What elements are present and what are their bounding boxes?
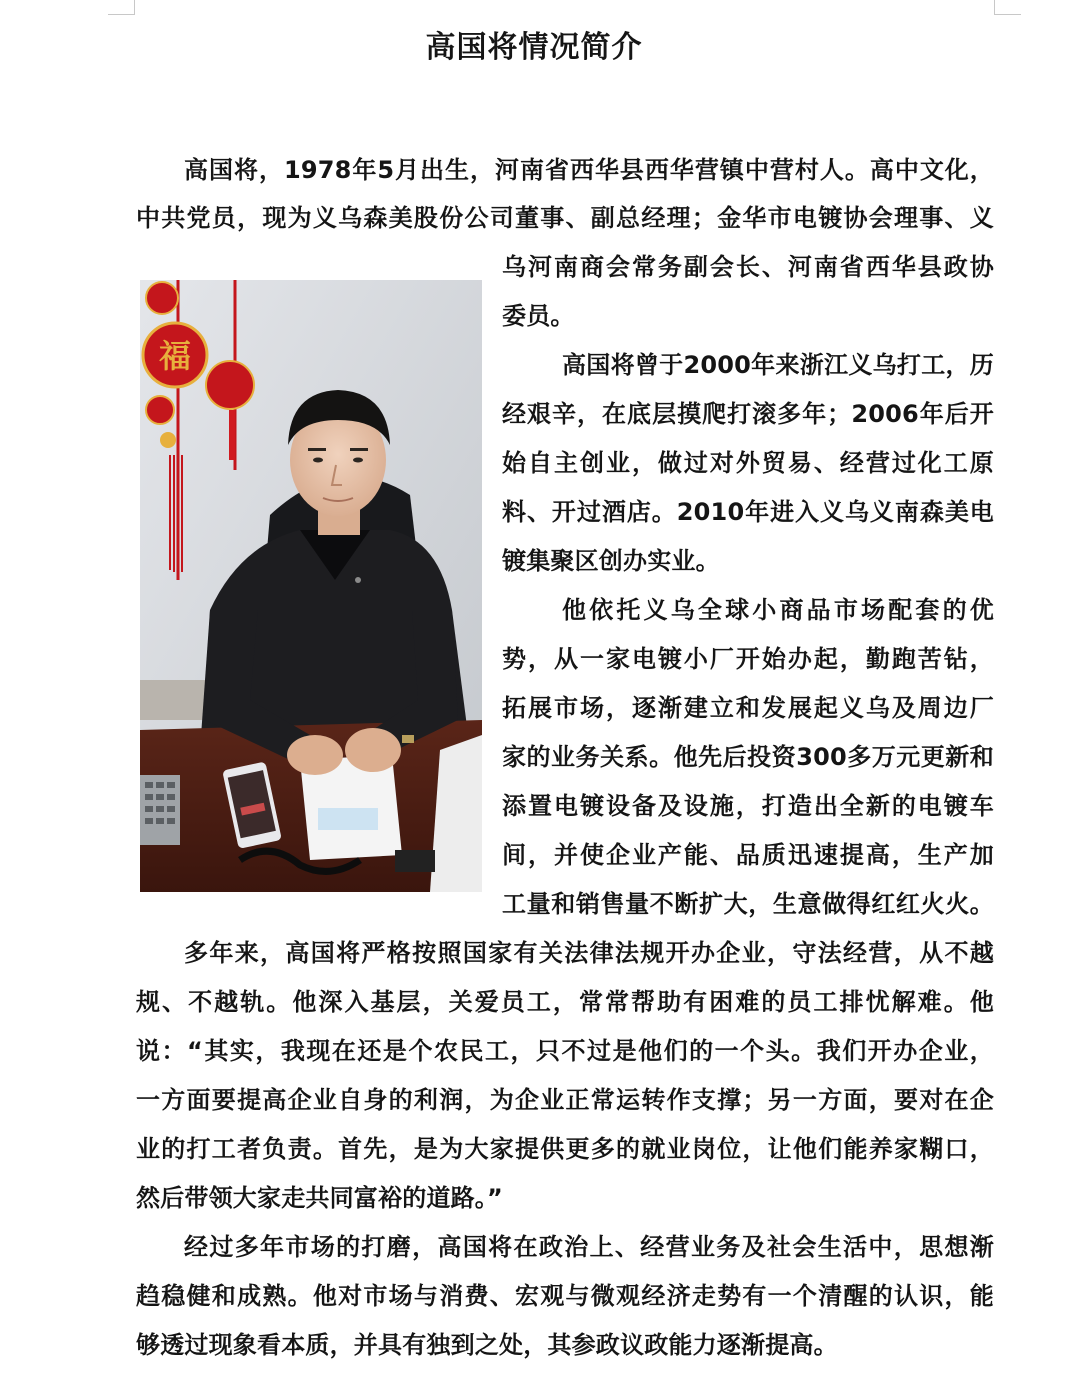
paragraph-line: 经过多年市场的打磨，高国将在政治上、经营业务及社会生活中，思想渐 — [184, 1233, 994, 1261]
paragraph-line: 家的业务关系。他先后投资300多万元更新和 — [502, 743, 994, 771]
portrait-photo — [140, 280, 482, 892]
paragraph-line: 料、开过酒店。2010年进入义乌义南森美电 — [502, 498, 994, 526]
paragraph-line: 镀集聚区创办实业。 — [502, 547, 720, 575]
paragraph-line: 高国将曾于2000年来浙江义乌打工，历 — [562, 351, 994, 379]
page-crop-mark-right — [994, 0, 1021, 15]
paragraph-line: 多年来，高国将严格按照国家有关法律法规开办企业，守法经营，从不越 — [184, 939, 994, 967]
paragraph-line: 够透过现象看本质，并具有独到之处，其参政议政能力逐渐提高。 — [136, 1331, 838, 1359]
portrait-photo-illustration — [140, 280, 482, 892]
paragraph-line: 间，并使企业产能、品质迅速提高，生产加 — [502, 841, 994, 869]
paragraph-line: 他依托义乌全球小商品市场配套的优 — [562, 596, 994, 624]
fu-character: 福 — [158, 337, 192, 375]
paragraph-line: 拓展市场，逐渐建立和发展起义乌及周边厂 — [502, 694, 994, 722]
paragraph-line: 一方面要提高企业自身的利润，为企业正常运转作支撑；另一方面，要对在企 — [136, 1086, 994, 1114]
paragraph-line: 添置电镀设备及设施，打造出全新的电镀车 — [502, 792, 994, 820]
document-title: 高国将情况简介 — [425, 30, 643, 65]
paragraph-line: 趋稳健和成熟。他对市场与消费、宏观与微观经济走势有一个清醒的认识，能 — [136, 1282, 994, 1310]
paragraph-line: 说：“其实，我现在还是个农民工，只不过是他们的一个头。我们开办企业， — [136, 1037, 994, 1065]
paragraph-line: 势，从一家电镀小厂开始办起，勤跑苦钻， — [502, 645, 994, 673]
paragraph-line: 乌河南商会常务副会长、河南省西华县政协 — [502, 253, 994, 281]
paragraph-line: 工量和销售量不断扩大，生意做得红红火火。 — [502, 890, 994, 918]
paragraph-line: 经艰辛，在底层摸爬打滚多年；2006年后开 — [502, 400, 994, 428]
page-crop-mark-left — [108, 0, 135, 15]
paragraph-line: 高国将，1978年5月出生，河南省西华县西华营镇中营村人。高中文化， — [184, 156, 994, 184]
paragraph-line: 中共党员，现为义乌森美股份公司董事、副总经理；金华市电镀协会理事、义 — [136, 204, 994, 232]
paragraph-line: 规、不越轨。他深入基层，关爱员工，常常帮助有困难的员工排忧解难。他 — [136, 988, 994, 1016]
paragraph-line: 业的打工者负责。首先，是为大家提供更多的就业岗位，让他们能养家糊口， — [136, 1135, 994, 1163]
paragraph-line: 始自主创业，做过对外贸易、经营过化工原 — [502, 449, 994, 477]
paragraph-line: 委员。 — [502, 302, 575, 330]
paragraph-line: 然后带领大家走共同富裕的道路。” — [136, 1184, 503, 1212]
